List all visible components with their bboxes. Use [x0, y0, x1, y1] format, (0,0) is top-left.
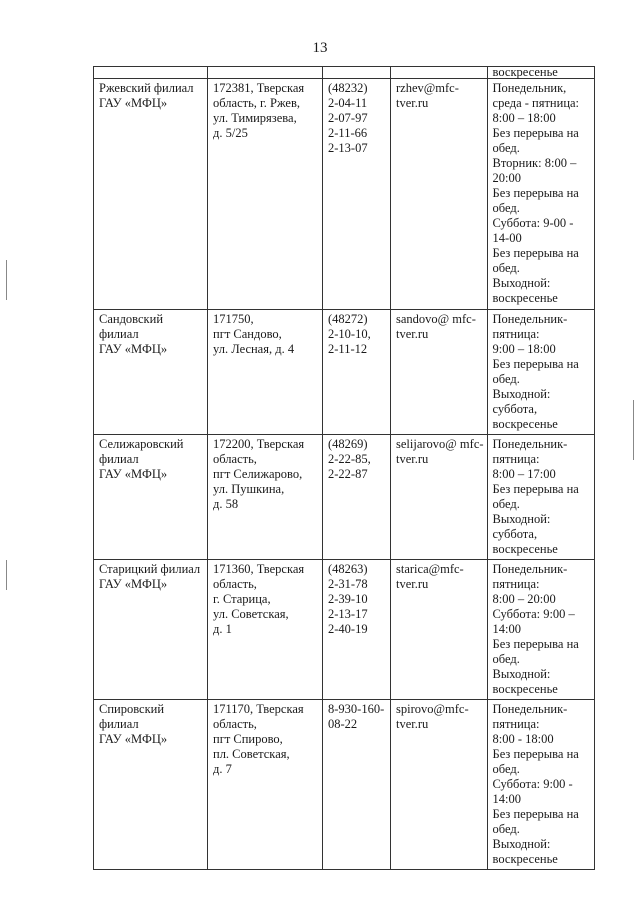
- phone-line: (48232): [328, 81, 368, 95]
- hours-line: 8:00 – 17:00: [492, 467, 556, 481]
- hours-line: воскресенье: [492, 417, 558, 431]
- hours-line: пятница:: [492, 327, 540, 341]
- address-line: ул. Тимирязева,: [213, 111, 297, 125]
- hours-line: 8:00 – 20:00: [492, 592, 556, 606]
- phone-line: 2-10-10,: [328, 327, 371, 341]
- page-number: 13: [312, 40, 328, 56]
- phone-line: 2-39-10: [328, 592, 368, 606]
- cell-hours: [487, 79, 594, 310]
- name-line: Старицкий филиал: [99, 562, 201, 576]
- name-line: Сандовский: [99, 312, 164, 326]
- email-line: spirovo@mfc-: [396, 702, 469, 716]
- hours-line: воскресенье: [492, 682, 558, 696]
- hours-line: Выходной:: [492, 512, 551, 526]
- phone-line: (48272): [328, 312, 368, 326]
- cell-name: [94, 79, 208, 310]
- email-line: selijarovo@ mfc-: [396, 437, 484, 451]
- cell-phones: [323, 560, 391, 700]
- phone-line: (48263): [328, 562, 368, 576]
- email-line: starica@mfc-: [396, 562, 464, 576]
- table-row-staritsa: [94, 560, 595, 700]
- phone-line: (48269): [328, 437, 368, 451]
- cell-name: [94, 310, 208, 435]
- cell-email: [391, 435, 488, 560]
- table-row-rzhev: [94, 79, 595, 310]
- cell-address: [208, 560, 323, 700]
- name-line: филиал: [99, 452, 139, 466]
- hours-line: Без перерыва на: [492, 126, 579, 140]
- email-line: tver.ru: [396, 452, 429, 466]
- hours-line: 9:00 – 18:00: [492, 342, 556, 356]
- address-line: пгт Сандово,: [213, 327, 282, 341]
- hours-line: Понедельник-: [492, 312, 568, 326]
- hours-line: Понедельник-: [492, 562, 568, 576]
- hours-line: суббота,: [492, 402, 538, 416]
- address-line: 171360, Тверская: [213, 562, 305, 576]
- email-line: tver.ru: [396, 717, 429, 731]
- cell-address: [208, 700, 323, 870]
- hours-line: пятница:: [492, 577, 540, 591]
- scan-mark-left: [6, 260, 7, 300]
- name-line: Спировский: [99, 702, 165, 716]
- name-line: ГАУ «МФЦ»: [99, 732, 168, 746]
- hours-line: Без перерыва на: [492, 246, 579, 260]
- cell-email: [391, 67, 488, 79]
- hours-line: обед.: [492, 261, 520, 275]
- cell-hours: [487, 310, 594, 435]
- address-line: д. 58: [213, 497, 239, 511]
- phone-line: 8-930-160-: [328, 702, 385, 716]
- hours-line: 14:00: [492, 792, 522, 806]
- hours-line: Без перерыва на: [492, 637, 579, 651]
- address-line: 171170, Тверская: [213, 702, 304, 716]
- hours-line: обед.: [492, 822, 520, 836]
- name-line: филиал: [99, 327, 139, 341]
- hours-line: Выходной:: [492, 387, 551, 401]
- address-line: пгт Селижарово,: [213, 467, 303, 481]
- hours-line: воскресенье: [492, 65, 558, 79]
- hours-line: 14:00: [492, 622, 522, 636]
- hours-line: воскресенье: [492, 852, 558, 866]
- cell-hours: [487, 435, 594, 560]
- table-row-continued: [94, 67, 595, 79]
- address-line: область,: [213, 452, 257, 466]
- scan-mark-right: [633, 400, 634, 460]
- hours-line: 20:00: [492, 171, 522, 185]
- cell-email: [391, 79, 488, 310]
- email-line: tver.ru: [396, 577, 429, 591]
- cell-phones: [323, 67, 391, 79]
- cell-name: [94, 560, 208, 700]
- email-line: tver.ru: [396, 327, 429, 341]
- branches-table: [93, 66, 595, 870]
- hours-line: Без перерыва на: [492, 357, 579, 371]
- table-row-sandovo: [94, 310, 595, 435]
- phone-line: 2-11-66: [328, 126, 368, 140]
- hours-line: Суббота: 9:00 -: [492, 777, 573, 791]
- hours-line: Понедельник-: [492, 702, 568, 716]
- name-line: филиал: [99, 717, 139, 731]
- address-line: 171750,: [213, 312, 254, 326]
- phone-line: 08-22: [328, 717, 358, 731]
- name-line: ГАУ «МФЦ»: [99, 467, 168, 481]
- hours-line: Без перерыва на: [492, 186, 579, 200]
- hours-line: Без перерыва на: [492, 807, 579, 821]
- hours-line: Понедельник-: [492, 437, 568, 451]
- cell-email: [391, 700, 488, 870]
- hours-line: 8:00 – 18:00: [492, 111, 556, 125]
- address-line: ул. Лесная, д. 4: [213, 342, 295, 356]
- cell-name: [94, 435, 208, 560]
- cell-email: [391, 560, 488, 700]
- address-line: область,: [213, 577, 257, 591]
- hours-line: суббота,: [492, 527, 538, 541]
- table-row-spirovo: [94, 700, 595, 870]
- table-row-selizharovo: [94, 435, 595, 560]
- cell-hours: [487, 67, 594, 79]
- name-line: Ржевский филиал: [99, 81, 194, 95]
- cell-address: [208, 67, 323, 79]
- hours-line: среда - пятница:: [492, 96, 580, 110]
- phone-line: 2-07-97: [328, 111, 368, 125]
- cell-phones: [323, 435, 391, 560]
- phone-line: 2-22-87: [328, 467, 368, 481]
- cell-name: [94, 700, 208, 870]
- hours-line: пятница:: [492, 452, 540, 466]
- address-line: 172200, Тверская: [213, 437, 305, 451]
- address-line: г. Старица,: [213, 592, 271, 606]
- hours-line: обед.: [492, 497, 520, 511]
- cell-phones: [323, 79, 391, 310]
- name-line: ГАУ «МФЦ»: [99, 96, 168, 110]
- address-line: ул. Пушкина,: [213, 482, 285, 496]
- hours-line: Выходной:: [492, 276, 551, 290]
- address-line: д. 5/25: [213, 126, 248, 140]
- cell-address: [208, 310, 323, 435]
- address-line: ул. Советская,: [213, 607, 289, 621]
- cell-address: [208, 79, 323, 310]
- cell-phones: [323, 700, 391, 870]
- email-line: tver.ru: [396, 96, 429, 110]
- hours-line: Суббота: 9-00 -: [492, 216, 574, 230]
- hours-line: обед.: [492, 762, 520, 776]
- hours-line: обед.: [492, 141, 520, 155]
- cell-name: [94, 67, 208, 79]
- hours-line: Выходной:: [492, 667, 551, 681]
- scan-mark-left: [6, 560, 7, 590]
- cell-hours: [487, 700, 594, 870]
- name-line: ГАУ «МФЦ»: [99, 577, 168, 591]
- cell-phones: [323, 310, 391, 435]
- phone-line: 2-11-12: [328, 342, 368, 356]
- name-line: ГАУ «МФЦ»: [99, 342, 168, 356]
- hours-line: 8:00 - 18:00: [492, 732, 554, 746]
- address-line: область,: [213, 717, 257, 731]
- phone-line: 2-04-11: [328, 96, 368, 110]
- hours-line: воскресенье: [492, 542, 558, 556]
- email-line: rzhev@mfc-: [396, 81, 459, 95]
- cell-address: [208, 435, 323, 560]
- hours-line: Суббота: 9:00 –: [492, 607, 575, 621]
- phone-line: 2-22-85,: [328, 452, 371, 466]
- address-line: пл. Советская,: [213, 747, 290, 761]
- address-line: пгт Спирово,: [213, 732, 283, 746]
- hours-line: обед.: [492, 201, 520, 215]
- email-line: sandovo@ mfc-: [396, 312, 476, 326]
- hours-line: воскресенье: [492, 291, 558, 305]
- cell-hours: [487, 560, 594, 700]
- cell-email: [391, 310, 488, 435]
- hours-line: Выходной:: [492, 837, 551, 851]
- address-line: 172381, Тверская: [213, 81, 305, 95]
- phone-line: 2-13-07: [328, 141, 368, 155]
- phone-line: 2-40-19: [328, 622, 368, 636]
- address-line: д. 1: [213, 622, 232, 636]
- name-line: Селижаровский: [99, 437, 184, 451]
- phone-line: 2-13-17: [328, 607, 368, 621]
- hours-line: Понедельник,: [492, 81, 567, 95]
- hours-line: обед.: [492, 372, 520, 386]
- address-line: область, г. Ржев,: [213, 96, 301, 110]
- hours-line: обед.: [492, 652, 520, 666]
- hours-line: пятница:: [492, 717, 540, 731]
- hours-line: Без перерыва на: [492, 747, 579, 761]
- phone-line: 2-31-78: [328, 577, 368, 591]
- hours-line: Без перерыва на: [492, 482, 579, 496]
- hours-line: 14-00: [492, 231, 522, 245]
- hours-line: Вторник: 8:00 –: [492, 156, 577, 170]
- address-line: д. 7: [213, 762, 232, 776]
